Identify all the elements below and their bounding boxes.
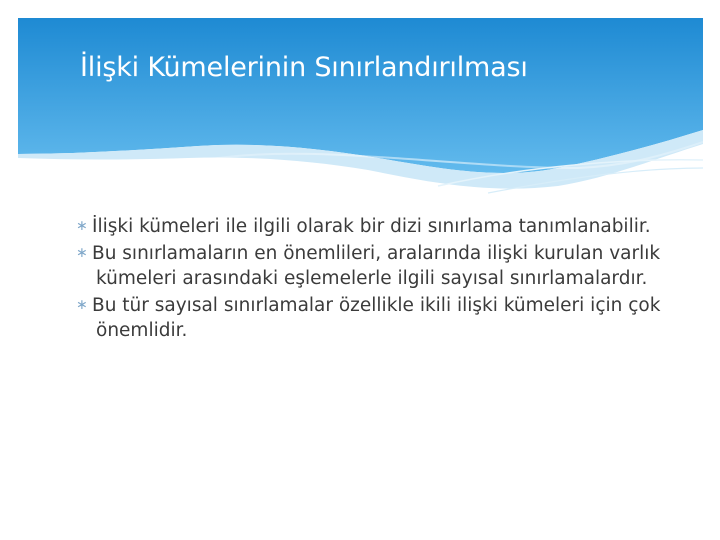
slide-title: İlişki Kümelerinin Sınırlandırılması (80, 52, 528, 83)
bullet-item (76, 214, 662, 239)
bullet-text: Bu tür sayısal sınırlamalar özellikle ikili ilişki kümeleri için çok önemlidir. (92, 295, 661, 341)
asterisk-bullet-icon: ∗ (76, 218, 88, 234)
header-banner (18, 18, 703, 198)
bullet-item (76, 241, 662, 291)
bullet-text: Bu sınırlamaların en önemlileri, aralarında ilişki kurulan varlık kümeleri arasındaki eşlemelerle ilgili sayısal sınırlamalardır. (92, 243, 661, 289)
bullet-item (76, 293, 662, 343)
bullet-list (76, 214, 662, 345)
asterisk-bullet-icon: ∗ (76, 297, 88, 313)
bullet-text: İlişki kümeleri ile ilgili olarak bir dizi sınırlama tanımlanabilir. (92, 216, 651, 237)
asterisk-bullet-icon: ∗ (76, 245, 88, 261)
header-banner-graphic (18, 18, 703, 198)
